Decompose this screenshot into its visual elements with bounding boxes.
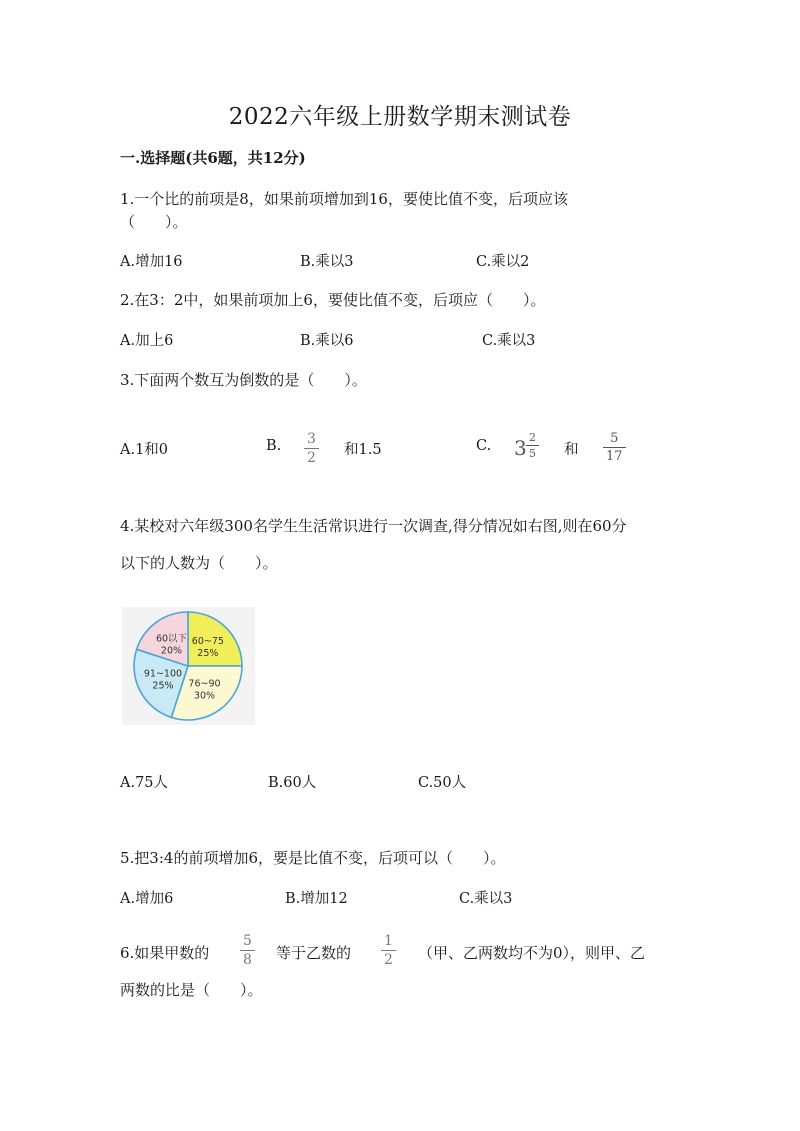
pie-slice-label: 60以下: [155, 633, 188, 645]
fraction-denominator: 17: [603, 447, 626, 463]
question-4-line-2: 以下的人数为（ ）。: [120, 554, 278, 572]
section-heading: 一.选择题(共6题，共12分): [120, 149, 306, 167]
question-5-option-c: C.乘以3: [459, 891, 513, 907]
question-3-option-b-text: 和1.5: [344, 442, 382, 458]
question-6-fraction-1: [240, 934, 255, 967]
question-2-option-c: C.乘以3: [482, 333, 536, 349]
question-2-option-b: B.乘以6: [300, 333, 354, 349]
fraction-numerator: 5: [243, 933, 252, 949]
pie-slice-percent: 30%: [193, 690, 216, 702]
question-4-option-c: C.50人: [418, 775, 467, 791]
pie-slice-label: 76~90: [188, 678, 221, 690]
question-5-option-a: A.增加6: [120, 891, 174, 907]
question-1-option-b: B.乘以3: [300, 254, 354, 270]
question-3-option-a: A.1和0: [120, 442, 169, 458]
question-6-fraction-2: [381, 934, 396, 967]
question-4-option-a: A.75人: [120, 775, 169, 791]
pie-slice-percent: 25%: [152, 680, 174, 692]
question-5-line-1: 5.把3:4的前项增加6，要是比值不变，后项可以（ ）。: [120, 849, 506, 867]
question-1-option-a: A.增加16: [120, 254, 183, 270]
question-3-option-c-whole: 3: [514, 436, 527, 460]
question-3-option-b-label: B.: [266, 438, 282, 454]
fraction-denominator: 2: [304, 448, 319, 465]
question-2-line-1: 2.在3：2中，如果前项加上6，要使比值不变，后项应（ ）。: [120, 291, 546, 309]
question-3-option-c-label: C.: [476, 438, 492, 454]
question-4-option-b: B.60人: [268, 775, 317, 791]
fraction-denominator: 2: [381, 950, 396, 967]
question-3-option-c-and: 和: [564, 442, 579, 458]
question-3-option-b-fraction: [304, 432, 319, 465]
question-6-part-1: 6.如果甲数的: [120, 944, 210, 962]
question-4-line-1: 4.某校对六年级300名学生生活常识进行一次调查,得分情况如右图,则在60分: [120, 517, 627, 535]
pie-chart: [122, 607, 255, 725]
fraction-numerator: 2: [529, 431, 536, 444]
fraction-denominator: 5: [526, 445, 539, 459]
question-3-line-1: 3.下面两个数互为倒数的是（ ）。: [120, 371, 367, 389]
pie-slice-percent: 25%: [197, 648, 219, 660]
question-1-line-2: （ ）。: [120, 213, 188, 231]
question-3-option-c-fraction: [526, 432, 539, 459]
page-title: 2022六年级上册数学期末测试卷: [228, 104, 572, 130]
question-3-option-c-fraction-2: [603, 432, 626, 463]
question-6-part-3: （甲、乙两数均不为0），则甲、乙: [418, 944, 646, 962]
fraction-numerator: 3: [307, 431, 316, 447]
question-1-line-1: 1.一个比的前项是8，如果前项增加到16，要使比值不变，后项应该: [120, 190, 568, 208]
fraction-denominator: 8: [240, 950, 255, 967]
question-6-line-2: 两数的比是（ ）。: [120, 981, 263, 999]
question-2-option-a: A.加上6: [120, 333, 174, 349]
pie-slice-percent: 20%: [160, 645, 183, 657]
fraction-numerator: 5: [610, 431, 619, 446]
fraction-numerator: 1: [384, 933, 393, 949]
pie-chart-svg: [122, 607, 255, 725]
pie-slice-label: 60~75: [191, 636, 224, 648]
question-5-option-b: B.增加12: [285, 891, 348, 907]
question-6-part-2: 等于乙数的: [276, 944, 352, 962]
pie-slice-label: 91~100: [143, 668, 183, 680]
question-1-option-c: C.乘以2: [476, 254, 530, 270]
